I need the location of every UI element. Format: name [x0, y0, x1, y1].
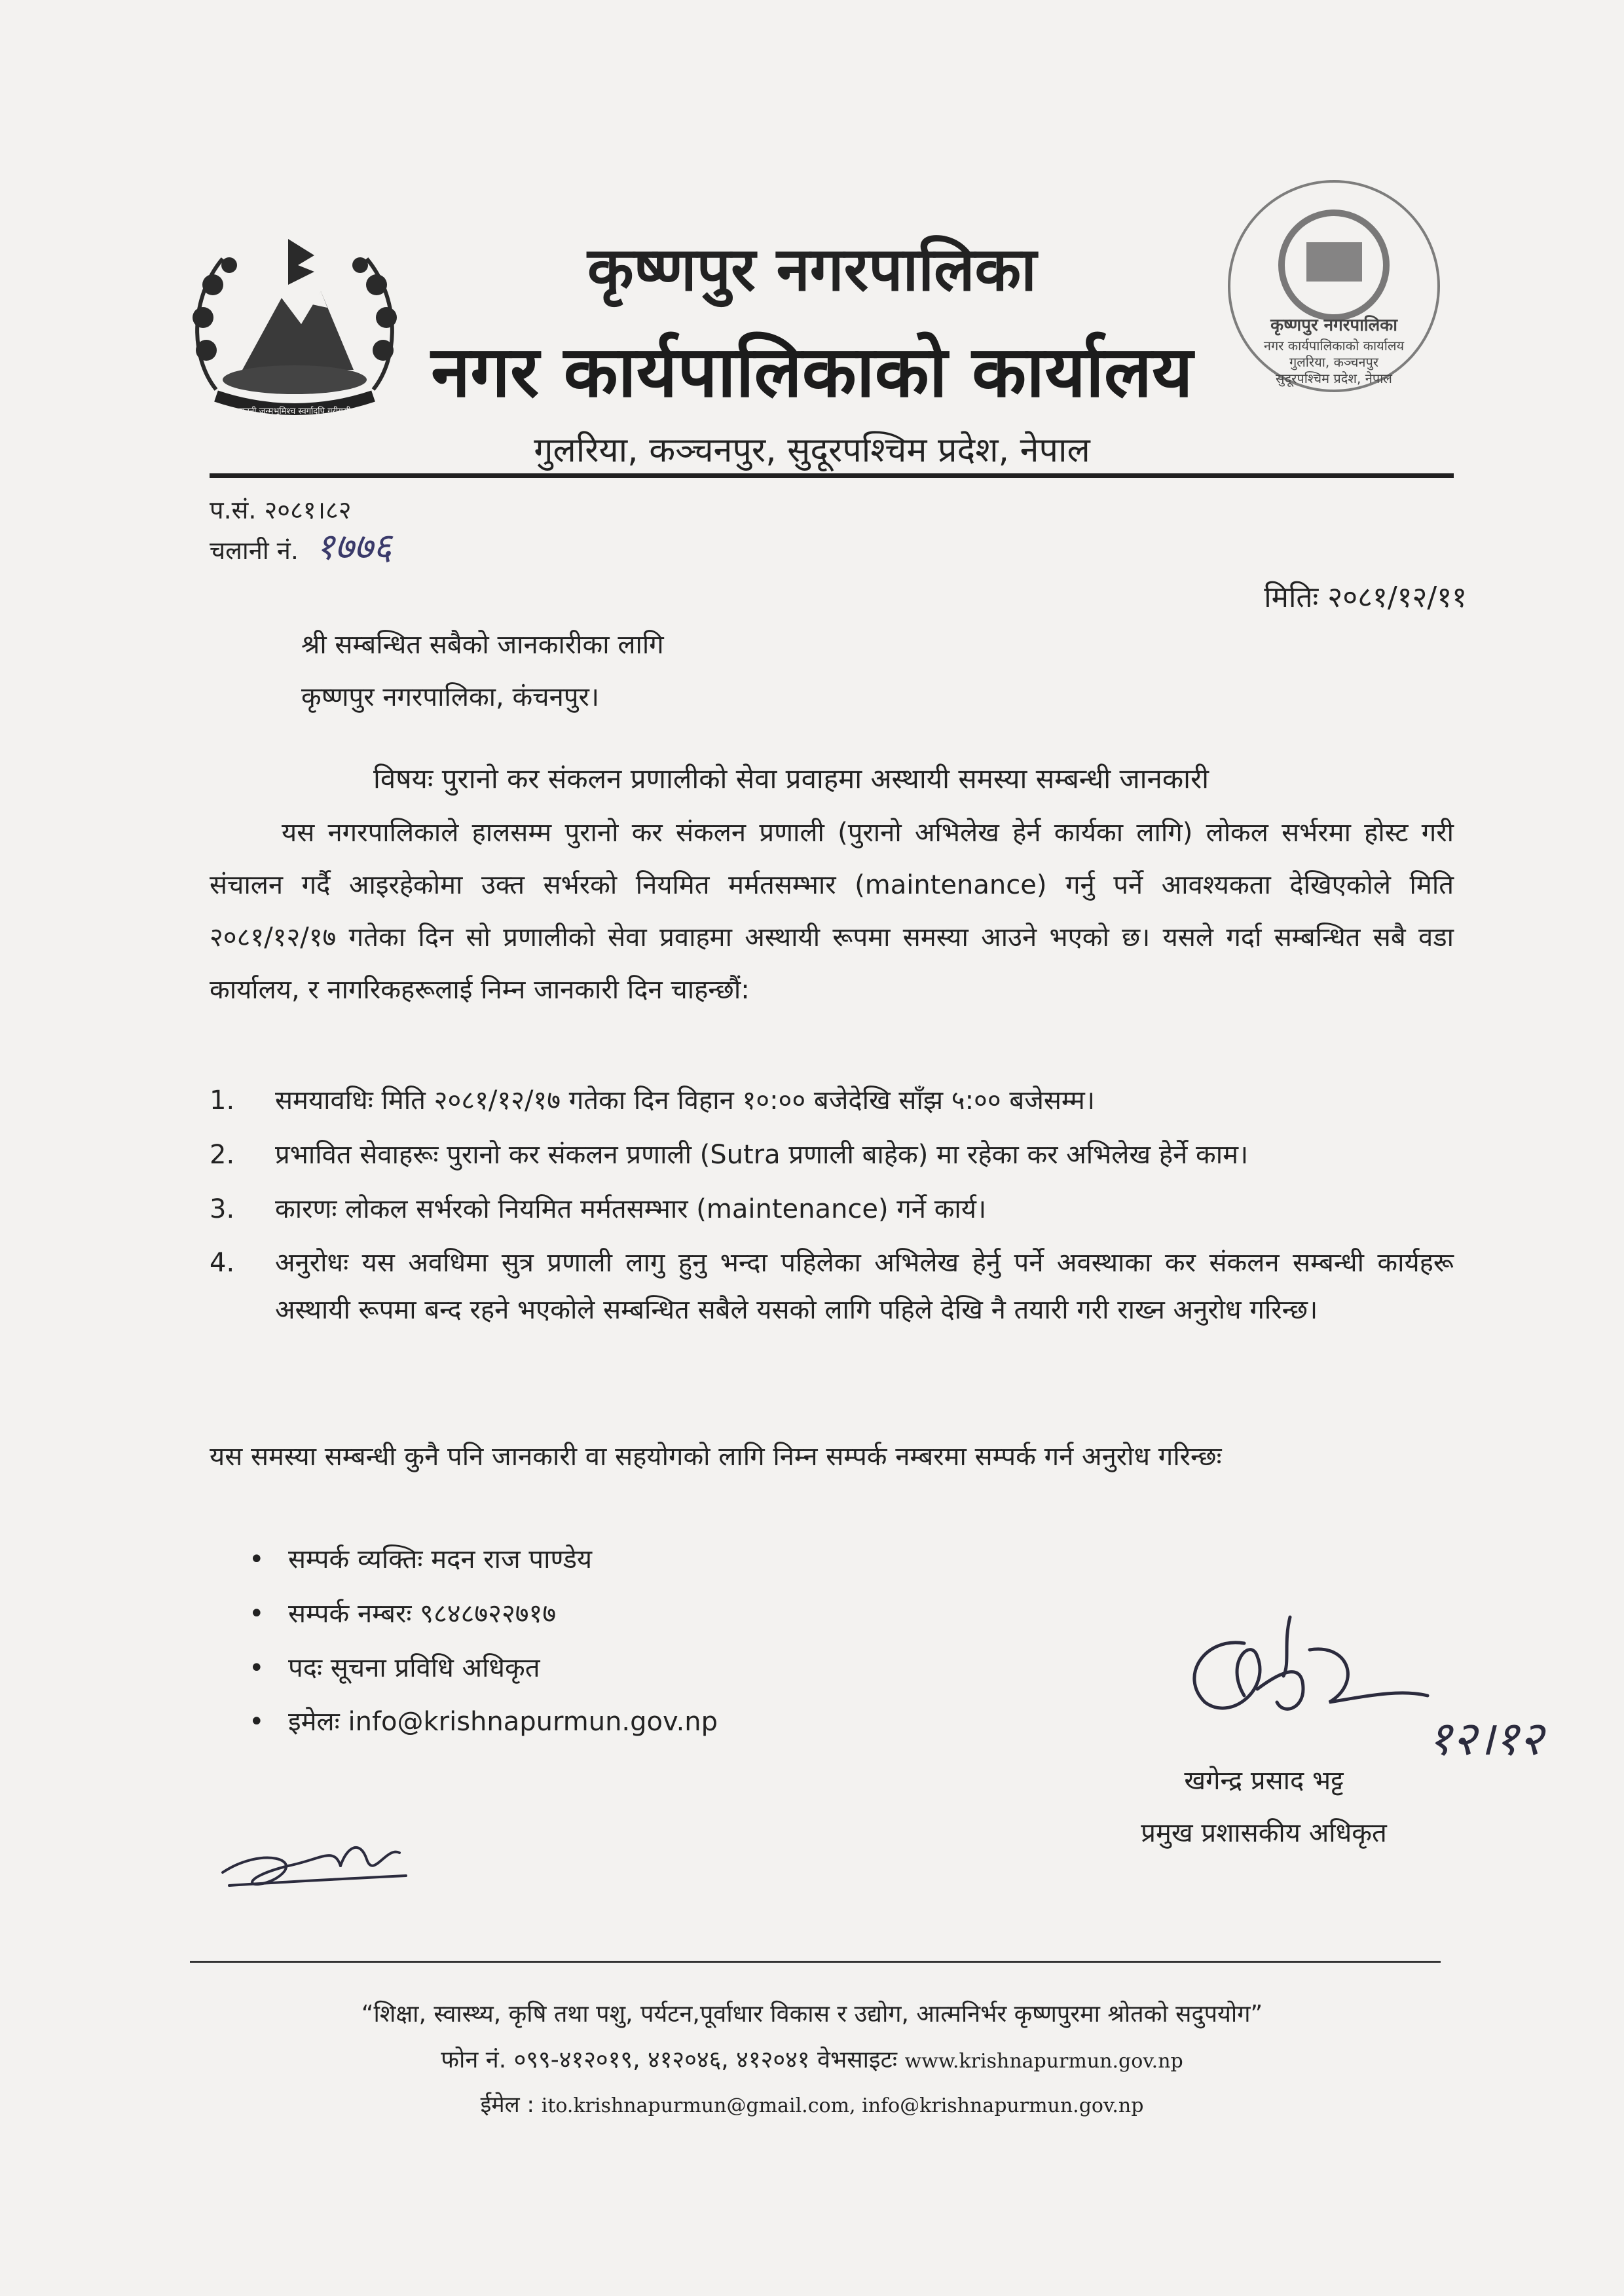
footer-email	[0, 2088, 1624, 2119]
footer-website[interactable]: www.krishnapurmun.gov.np	[904, 2050, 1183, 2073]
item-number: 1.	[210, 1085, 235, 1116]
chalani-value: १७७६	[316, 526, 392, 568]
signatory-title: प्रमुख प्रशासकीय अधिकृत	[1141, 1818, 1387, 1848]
numbered-item	[210, 1077, 1454, 1124]
letter-date: मितिः २०८१/१२/११	[1264, 581, 1467, 614]
signatory-name: खगेन्द्र प्रसाद भट्ट	[1184, 1766, 1344, 1796]
body-paragraph-text: यस नगरपालिकाले हालसम्म पुरानो कर संकलन प्रणाली (पुरानो अभिलेख हेर्न कार्यका लागि) लोकल सर्भरमा होस्ट गरी संचालन गर्दै आइरहेकोमा उक्त सर्भरको नियमित मर्मतसम्भार (maintenance) गर्नु पर्ने आवश्यकता देखिएकोले मिति २०८१/१२/१७ गतेका दिन सो प्रणालीको सेवा प्रवाहमा अस्थायी रूपमा समस्या आउने भएको छ। यसले गर्दा सम्बन्धित सबै वडा कार्यालय, र नागरिकहरूलाई निम्न जानकारी दिन चाहन्छौं:	[210, 818, 1454, 1005]
municipality-name: कृष्णपुर नगरपालिका	[587, 234, 1037, 304]
footer-contact	[0, 2043, 1624, 2075]
office-address: गुलरिया, कञ्चनपुर, सुदूरपश्चिम प्रदेश, नेपाल	[534, 431, 1090, 470]
contact-text: इमेलः info@krishnapurmun.gov.np	[288, 1707, 718, 1737]
footer-slogan: “शिक्षा, स्वास्थ्य, कृषि तथा पशु, पर्यटन,पूर्वाधार विकास र उद्योग, आत्मनिर्भर कृष्णपुरमा श्रोतको सदुपयोग”	[361, 2001, 1263, 2028]
item-number: 4.	[210, 1248, 235, 1278]
footer-phone: फोन नं. ०९९-४१२०१९, ४१२०४६, ४१२०४१ वेभसाइटः	[441, 2047, 898, 2073]
footer-email-label: ईमेल :	[480, 2092, 534, 2118]
office-name: नगर कार्यपालिकाको कार्यालय	[431, 331, 1193, 413]
item-number: 2.	[210, 1140, 235, 1170]
item-text: अनुरोधः यस अवधिमा सुत्र प्रणाली लागु हुनु भन्दा पहिलेका अभिलेख हेर्नु पर्ने अवस्थाका कर संकलन सम्बन्धी कार्यहरू अस्थायी रूपमा बन्द रहने भएकोले सम्बन्धित सबैले यसको लागि पहिले देखि नै तयारी गरी राख्न अनुरोध गरिन्छ।	[275, 1248, 1454, 1325]
reference-chalani	[210, 520, 392, 570]
ps-value: २०८१।८२	[264, 496, 352, 524]
item-text: कारणः लोकल सर्भरको नियमित मर्मतसम्भार (maintenance) गर्ने कार्य।	[275, 1194, 987, 1224]
signature-date: १२।१२	[1428, 1711, 1544, 1766]
body-paragraph	[210, 807, 1454, 1016]
seal-line2: नगर कार्यपालिकाको कार्यालय	[1263, 338, 1405, 354]
numbered-item	[210, 1186, 1454, 1233]
header-divider	[210, 473, 1454, 478]
contact-intro: यस समस्या सम्बन्धी कुनै पनि जानकारी वा सहयोगको लागि निम्न सम्पर्क नम्बरमा सम्पर्क गर्न अनुरोध गरिन्छः	[210, 1442, 1222, 1472]
recipient-line2: कृष्णपुर नगरपालिका, कंचनपुर।	[301, 682, 600, 712]
item-text: प्रभावित सेवाहरूः पुरानो कर संकलन प्रणाली (Sutra प्रणाली बाहेक) मा रहेका कर अभिलेख हेर्ने काम।	[275, 1140, 1249, 1170]
item-number: 3.	[210, 1194, 235, 1224]
contact-item: • सम्पर्क व्यक्तिः मदन राज पाण्डेय	[249, 1544, 593, 1575]
contact-text: सम्पर्क व्यक्तिः मदन राज पाण्डेय	[288, 1544, 593, 1575]
numbered-item	[210, 1239, 1454, 1334]
ps-label: प.सं.	[210, 496, 257, 524]
recipient-line1: श्री सम्बन्धित सबैको जानकारीका लागि	[301, 630, 664, 660]
footer-email-addresses[interactable]: ito.krishnapurmun@gmail.com, info@krishnapurmun.gov.np	[541, 2094, 1144, 2117]
seal-line3: गुलरिया, कञ्चनपुर	[1289, 354, 1379, 370]
initials-signature-mark	[210, 1820, 419, 1899]
seal-line1: कृष्णपुर नगरपालिका	[1270, 316, 1397, 335]
contact-item: • इमेलः info@krishnapurmun.gov.np	[249, 1707, 718, 1737]
letter-subject: विषयः पुरानो कर संकलन प्रणालीको सेवा प्रवाहमा अस्थायी समस्या सम्बन्धी जानकारी	[373, 763, 1209, 795]
contact-text: सम्पर्क नम्बरः ९८४८७२२७१७	[288, 1599, 557, 1629]
item-text: समयावधिः मिति २०८१/१२/१७ गतेका दिन विहान १०:०० बजेदेखि साँझ ५:०० बजेसम्म।	[275, 1085, 1095, 1116]
footer-divider	[190, 1961, 1441, 1963]
chalani-label: चलानी नं.	[210, 536, 299, 565]
contact-item: • सम्पर्क नम्बरः ९८४८७२२७१७	[249, 1599, 557, 1629]
numbered-item	[210, 1131, 1454, 1178]
contact-item: • पदः सूचना प्रविधि अधिकृत	[249, 1653, 540, 1683]
contact-text: पदः सूचना प्रविधि अधिकृत	[288, 1653, 540, 1683]
seal-line4: सुदूरपश्चिम प्रदेश, नेपाल	[1276, 371, 1392, 386]
emblem-motto: जननी जन्मभूमिश्च स्वर्गादपि गरीयसी	[238, 407, 351, 416]
signature-mark	[1153, 1591, 1611, 1774]
